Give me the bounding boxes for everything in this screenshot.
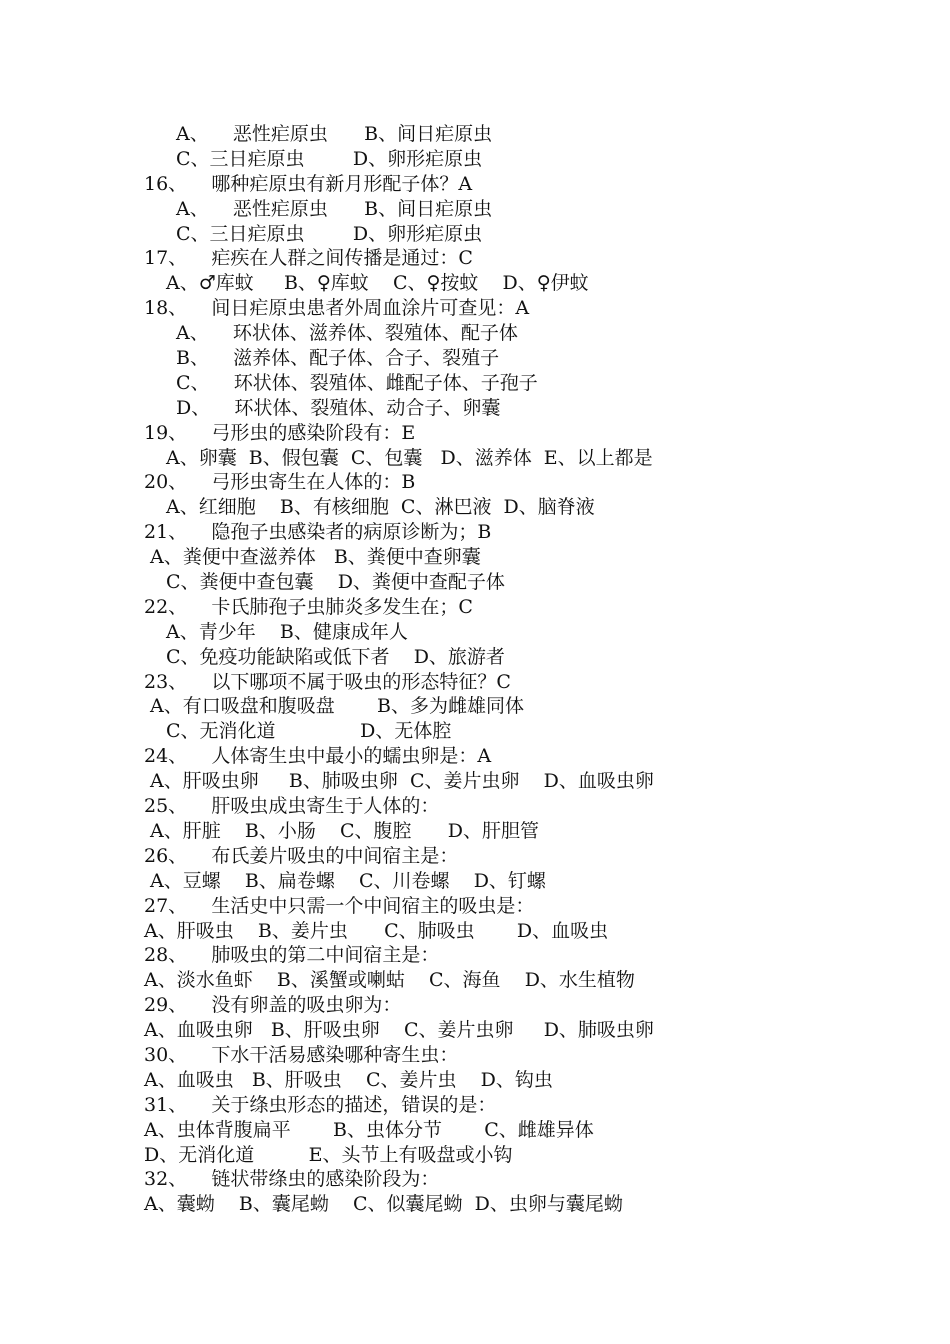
question-line: 21、 隐孢子虫感染者的病原诊断为；B [144,521,492,544]
question-line: 19、 弓形虫的感染阶段有：E [144,421,416,444]
text-line: A、卵囊 B、假包囊 C、包囊 D、滋养体 E、以上都是 [166,446,653,469]
text-line: A、 恶性疟原虫 B、间日疟原虫 [176,197,493,220]
question-line: 16、 哪种疟原虫有新月形配子体？A [144,172,473,195]
text-line: A、肝脏 B、小肠 C、腹腔 D、肝胆管 [150,819,540,842]
text-line: C、粪便中查包囊 D、粪便中查配子体 [166,571,505,594]
text-line: C、免疫功能缺陷或低下者 D、旅游者 [166,645,505,668]
text-line: A、红细胞 B、有核细胞 C、淋巴液 D、脑脊液 [166,496,595,519]
question-line: 25、 肝吸虫成虫寄生于人体的： [144,795,440,818]
question-line: 22、 卡氏肺孢子虫肺炎多发生在；C [144,595,473,618]
question-line: 26、 布氏姜片吸虫的中间宿主是： [144,844,459,867]
text-line: A、囊蚴 B、囊尾蚴 C、似囊尾蚴 D、虫卵与囊尾蚴 [144,1193,623,1216]
text-line: A、肝吸虫卵 B、肺吸虫卵 C、姜片虫卵 D、血吸虫卵 [150,770,654,793]
document-page [0,122,950,1217]
text-line: C、三日疟原虫 D、卵形疟原虫 [176,222,483,245]
text-line: C、 环状体、裂殖体、雌配子体、子孢子 [176,371,538,394]
text-line: A、肝吸虫 B、姜片虫 C、肺吸虫 D、血吸虫 [144,919,609,942]
question-line: 20、 弓形虫寄生在人体的：B [144,471,416,494]
text-line: C、三日疟原虫 D、卵形疟原虫 [176,147,483,170]
question-line: 32、 链状带绦虫的感染阶段为： [144,1168,440,1191]
question-line: 24、 人体寄生虫中最小的蠕虫卵是：A [144,745,492,768]
text-line: A、血吸虫 B、肝吸虫 C、姜片虫 D、钩虫 [144,1068,553,1091]
text-line: D、无消化道 E、头节上有吸盘或小钩 [144,1143,513,1166]
question-line: 29、 没有卵盖的吸虫卵为： [144,994,402,1017]
text-line: C、无消化道 D、无体腔 [166,720,452,743]
text-line: A、豆螺 B、扁卷螺 C、川卷螺 D、钉螺 [150,869,546,892]
text-line: A、♂库蚊 B、♀库蚊 C、♀按蚊 D、♀伊蚊 [166,272,589,295]
text-line: A、淡水鱼虾 B、溪蟹或喇蛄 C、海鱼 D、水生植物 [144,969,635,992]
question-line: 31、 关于绦虫形态的描述，错误的是： [144,1093,497,1116]
text-line: A、虫体背腹扁平 B、虫体分节 C、雌雄异体 [144,1118,594,1141]
question-line: 23、 以下哪项不属于吸虫的形态特征？C [144,670,511,693]
question-line: 17、 疟疾在人群之间传播是通过：C [144,247,473,270]
text-line: A、粪便中查滋养体 B、粪便中查卵囊 [150,546,481,569]
text-line: A、有口吸盘和腹吸盘 B、多为雌雄同体 [150,695,524,718]
text-line: A、血吸虫卵 B、肝吸虫卵 C、姜片虫卵 D、肺吸虫卵 [144,1019,654,1042]
question-line: 27、 生活史中只需一个中间宿主的吸虫是： [144,894,535,917]
text-line: D、 环状体、裂殖体、动合子、卵囊 [176,396,501,419]
text-line: A、青少年 B、健康成年人 [166,620,408,643]
text-line: B、 滋养体、配子体、合子、裂殖子 [176,347,500,370]
text-line: A、 恶性疟原虫 B、间日疟原虫 [176,123,493,145]
text-line: A、 环状体、滋养体、裂殖体、配子体 [176,322,518,345]
question-line: 28、 肺吸虫的第二中间宿主是： [144,944,440,967]
question-line: 30、 下水干活易感染哪种寄生虫： [144,1043,459,1066]
question-line: 18、 间日疟原虫患者外周血涂片可查见：A [144,297,530,320]
